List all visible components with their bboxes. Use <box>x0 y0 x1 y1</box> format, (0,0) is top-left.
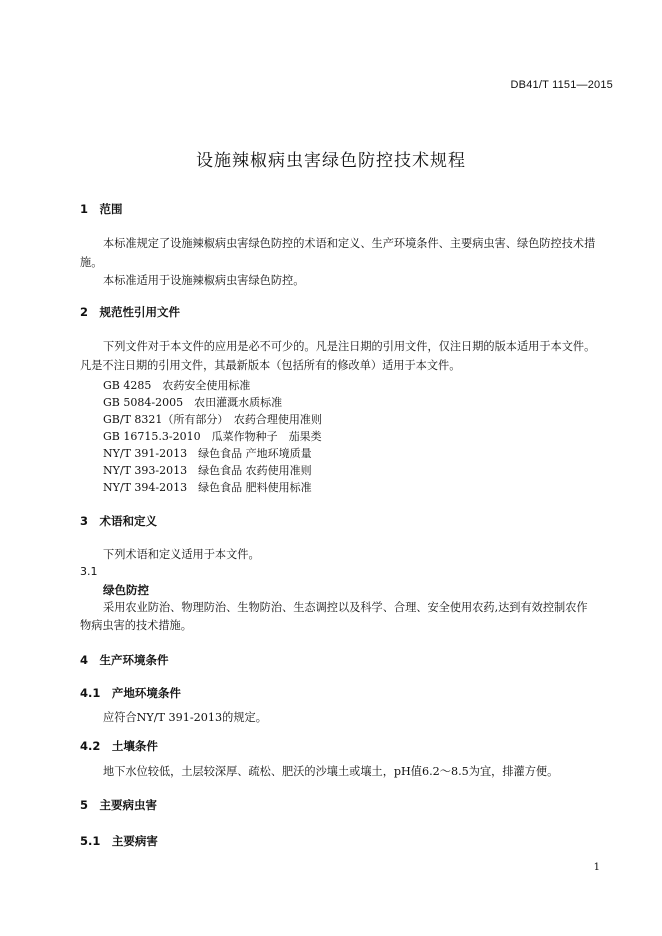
section-1-para-1-line-2: 施。 <box>80 256 103 269</box>
section-4-2-heading: 4.2 土壤条件 <box>80 739 158 753</box>
term-name: 绿色防控 <box>103 583 149 597</box>
section-2-heading: 2 规范性引用文件 <box>80 305 181 319</box>
section-4-1-text: 应符合NY/T 391-2013的规定。 <box>103 711 267 724</box>
section-1-para-1-line-1: 本标准规定了设施辣椒病虫害绿色防控的术语和定义、生产环境条件、主要病虫害、绿色防控技术措 <box>103 237 596 250</box>
reference-item: GB 5084-2005 农田灌溉水质标准 <box>103 396 283 409</box>
section-1-heading: 1 范围 <box>80 202 123 216</box>
term-definition-line-2: 物病虫害的技术措施。 <box>80 619 192 632</box>
section-3-heading: 3 术语和定义 <box>80 514 158 528</box>
reference-item: GB 4285 农药安全使用标准 <box>103 379 251 392</box>
term-definition-line-1: 采用农业防治、物理防治、生物防治、生态调控以及科学、合理、安全使用农药,达到有效控制农作 <box>103 601 588 614</box>
document-title: 设施辣椒病虫害绿色防控技术规程 <box>196 151 466 171</box>
page-number: 1 <box>593 862 600 873</box>
section-4-1-heading: 4.1 产地环境条件 <box>80 686 181 700</box>
section-2-para-line-1: 下列文件对于本文件的应用是必不可少的。凡是注日期的引用文件，仅注日期的版本适用于本文件。 <box>103 340 596 353</box>
section-4-2-text: 地下水位较低，土层较深厚、疏松、肥沃的沙壤土或壤土，pH值6.2～8.5为宜，排灌方便。 <box>103 765 559 778</box>
term-number: 3.1 <box>80 565 98 578</box>
section-4-heading: 4 生产环境条件 <box>80 653 169 667</box>
reference-item: NY/T 393-2013 绿色食品 农药使用准则 <box>103 464 312 477</box>
section-1-para-2: 本标准适用于设施辣椒病虫害绿色防控。 <box>103 274 305 287</box>
reference-item: NY/T 391-2013 绿色食品 产地环境质量 <box>103 447 312 460</box>
section-2-para-line-2: 凡是不注日期的引用文件，其最新版本（包括所有的修改单）适用于本文件。 <box>80 359 461 372</box>
reference-item: NY/T 394-2013 绿色食品 肥料使用标准 <box>103 481 312 494</box>
section-5-1-heading: 5.1 主要病害 <box>80 834 158 848</box>
reference-item: GB 16715.3-2010 瓜菜作物种子 茄果类 <box>103 430 322 443</box>
reference-item: GB/T 8321（所有部分） 农药合理使用准则 <box>103 413 322 426</box>
section-3-intro: 下列术语和定义适用于本文件。 <box>103 548 260 561</box>
section-5-heading: 5 主要病虫害 <box>80 798 158 812</box>
standard-code: DB41/T 1151—2015 <box>510 79 613 91</box>
